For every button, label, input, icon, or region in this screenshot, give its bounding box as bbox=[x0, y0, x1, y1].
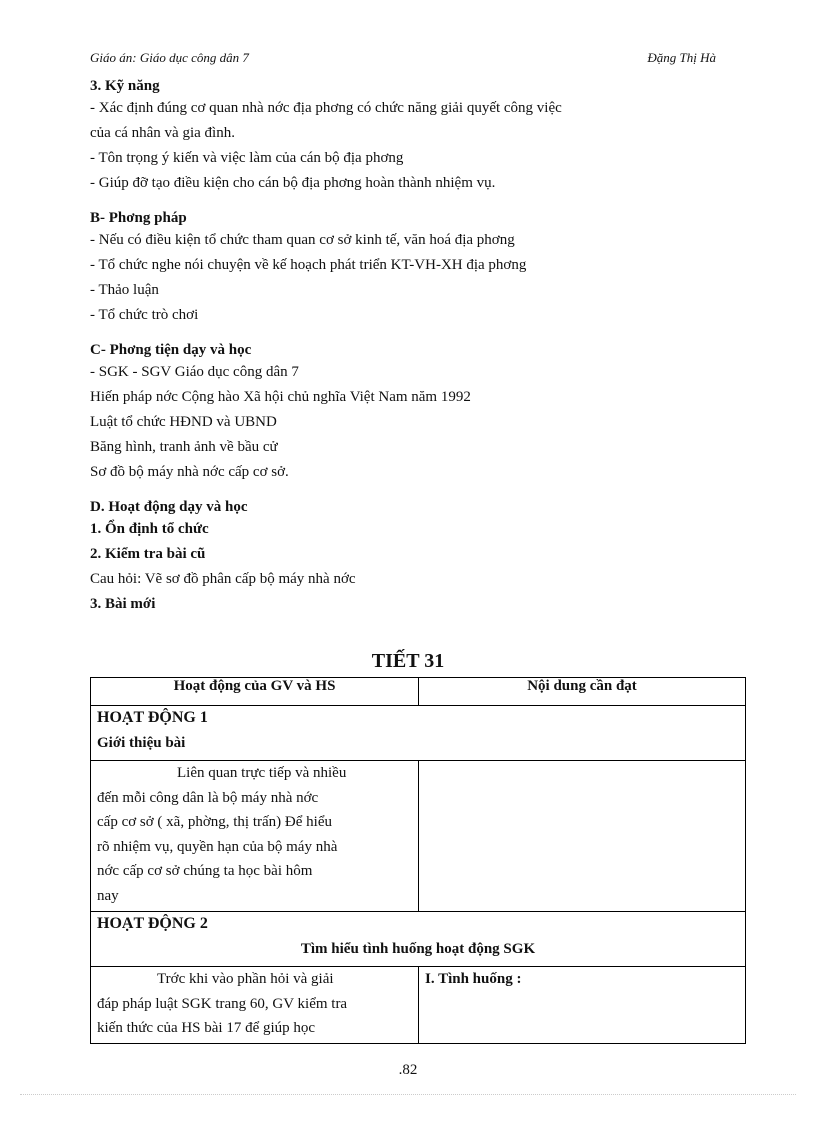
column-header: Hoạt động của GV và HS bbox=[91, 678, 419, 706]
text-line: đến mỗi công dân là bộ máy nhà nớc bbox=[97, 789, 319, 806]
materials-line: Hiến pháp nớc Cộng hào Xã hội chủ nghĩa Việt Nam năm 1992 bbox=[90, 389, 471, 405]
text-line: nay bbox=[97, 887, 119, 904]
page-number: .82 bbox=[398, 1062, 418, 1078]
activity-1-header bbox=[91, 706, 746, 761]
header-left: Giáo án: Giáo dục công dân 7 bbox=[90, 50, 249, 65]
materials-line: - SGK - SGV Giáo dục công dân 7 bbox=[90, 364, 299, 380]
lesson-table bbox=[90, 677, 746, 1044]
text-line: Liên quan trực tiếp và nhiều bbox=[177, 765, 347, 781]
text-line: nớc cấp cơ sở chúng ta học bài hôm bbox=[97, 863, 313, 879]
header-right: Đặng Thị Hà bbox=[647, 50, 716, 65]
activity-1-subtitle: Giới thiệu bài bbox=[97, 734, 186, 751]
methods-title: B- Phơng pháp bbox=[90, 210, 187, 226]
methods-line: - Tổ chức nghe nói chuyện về kế hoạch phát triển KT-VH-XH địa phơng bbox=[90, 257, 527, 273]
activity-2-text bbox=[91, 967, 419, 1044]
text-line: rõ nhiệm vụ, quyền hạn của bộ máy nhà bbox=[97, 838, 338, 855]
skills-line: - Tôn trọng ý kiến và việc làm của cán bộ địa phơng bbox=[90, 150, 404, 166]
skills-title: 3. Kỹ năng bbox=[90, 78, 160, 94]
text-line: đáp pháp luật SGK trang 60, GV kiểm tra bbox=[97, 995, 348, 1012]
activity-2-title: HOẠT ĐỘNG 2 bbox=[97, 915, 208, 932]
column-header: Nội dung cần đạt bbox=[419, 678, 746, 706]
activity-2-content bbox=[419, 967, 746, 1044]
materials-line: Sơ đồ bộ máy nhà nớc cấp cơ sở. bbox=[90, 464, 289, 480]
activities-title: D. Hoạt động dạy và học bbox=[90, 499, 248, 515]
activity-2-header bbox=[91, 912, 746, 967]
materials-title: C- Phơng tiện dạy và học bbox=[90, 342, 252, 358]
activity-step: 1. Ổn định tổ chức bbox=[90, 521, 209, 537]
activity-1-content bbox=[419, 761, 746, 912]
methods-line: - Thảo luận bbox=[90, 282, 159, 298]
text-line: cấp cơ sở ( xã, phờng, thị trấn) Để hiểu bbox=[97, 814, 332, 830]
skills-line: - Giúp đỡ tạo điều kiện cho cán bộ địa phơng hoàn thành nhiệm vụ. bbox=[90, 175, 496, 191]
methods-line: - Nếu có điều kiện tổ chức tham quan cơ sở kinh tế, văn hoá địa phơng bbox=[90, 232, 515, 248]
activity-2-subtitle: Tìm hiểu tình huống hoạt động SGK bbox=[300, 940, 536, 957]
lesson-title: TIẾT 31 bbox=[371, 650, 445, 672]
materials-line: Băng hình, tranh ảnh về bầu cử bbox=[90, 439, 278, 455]
page-edge-divider bbox=[20, 1094, 796, 1095]
materials-line: Luật tổ chức HĐND và UBND bbox=[90, 414, 277, 430]
text-line: kiến thức của HS bài 17 để giúp học bbox=[97, 1020, 316, 1036]
skills-line: - Xác định đúng cơ quan nhà nớc địa phơng có chức năng giải quyết công việc bbox=[90, 100, 562, 116]
activity-step: 2. Kiểm tra bài cũ bbox=[90, 546, 206, 562]
skills-line: của cá nhân và gia đình. bbox=[90, 125, 235, 141]
activity-1-text bbox=[91, 761, 419, 912]
situation-heading: I. Tình huống : bbox=[425, 971, 522, 987]
activity-step: 3. Bài mới bbox=[90, 596, 156, 612]
methods-line: - Tổ chức trò chơi bbox=[90, 307, 199, 323]
activity-1-title: HOẠT ĐỘNG 1 bbox=[97, 709, 208, 726]
review-question: Cau hỏi: Vẽ sơ đồ phân cấp bộ máy nhà nớc bbox=[90, 571, 356, 587]
document-body bbox=[90, 76, 730, 617]
text-line: Trớc khi vào phần hỏi và giải bbox=[157, 971, 334, 987]
